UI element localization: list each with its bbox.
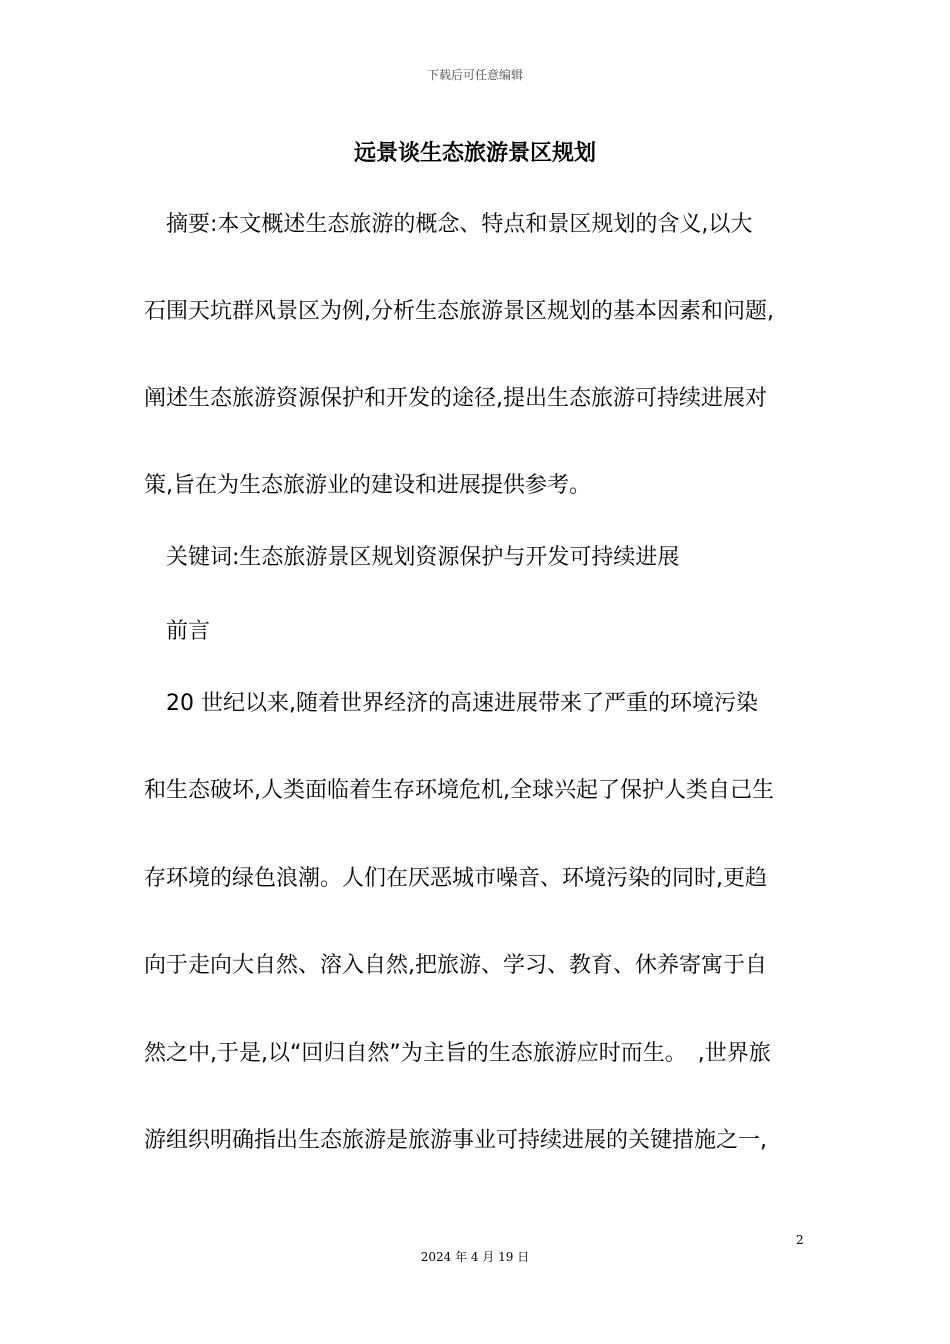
page-header: 下载后可任意编辑: [426, 68, 523, 82]
footer-date: 2024 年 4 月 19 日: [420, 1250, 530, 1264]
body-line: 然之中,于是,以“回归自然”为主旨的生态旅游应时而生。 ,世界旅: [144, 1041, 771, 1066]
page-number: 2: [796, 1233, 804, 1247]
keywords-line: 关键词:生态旅游景区规划资源保护与开发可持续进展: [144, 545, 680, 570]
body-line: 20 世纪以来,随着世界经济的高速进展带来了严重的环境污染: [144, 691, 758, 716]
body-line: 策,旨在为生态旅游业的建设和进展提供参考。: [144, 473, 591, 498]
body-line: 摘要:本文概述生态旅游的概念、特点和景区规划的含义,以大: [144, 212, 753, 237]
section-heading: 前言: [144, 619, 211, 644]
body-line: 向于走向大自然、溶入自然,把旅游、学习、教育、休养寄寓于自: [144, 953, 767, 978]
body-line: 游组织明确指出生态旅游是旅游事业可持续进展的关键措施之一,: [144, 1128, 767, 1153]
body-line: 存环境的绿色浪潮。人们在厌恶城市噪音、环境污染的同时,更趋: [144, 866, 767, 891]
body-line: 和生态破坏,人类面临着生存环境危机,全球兴起了保护人类自己生: [144, 778, 774, 803]
body-line: 阐述生态旅游资源保护和开发的途径,提出生态旅游可持续进展对: [144, 386, 767, 411]
body-line: 石围天坑群风景区为例,分析生态旅游景区规划的基本因素和问题,: [144, 299, 774, 324]
document-title: 远景谈生态旅游景区规划: [353, 141, 596, 166]
